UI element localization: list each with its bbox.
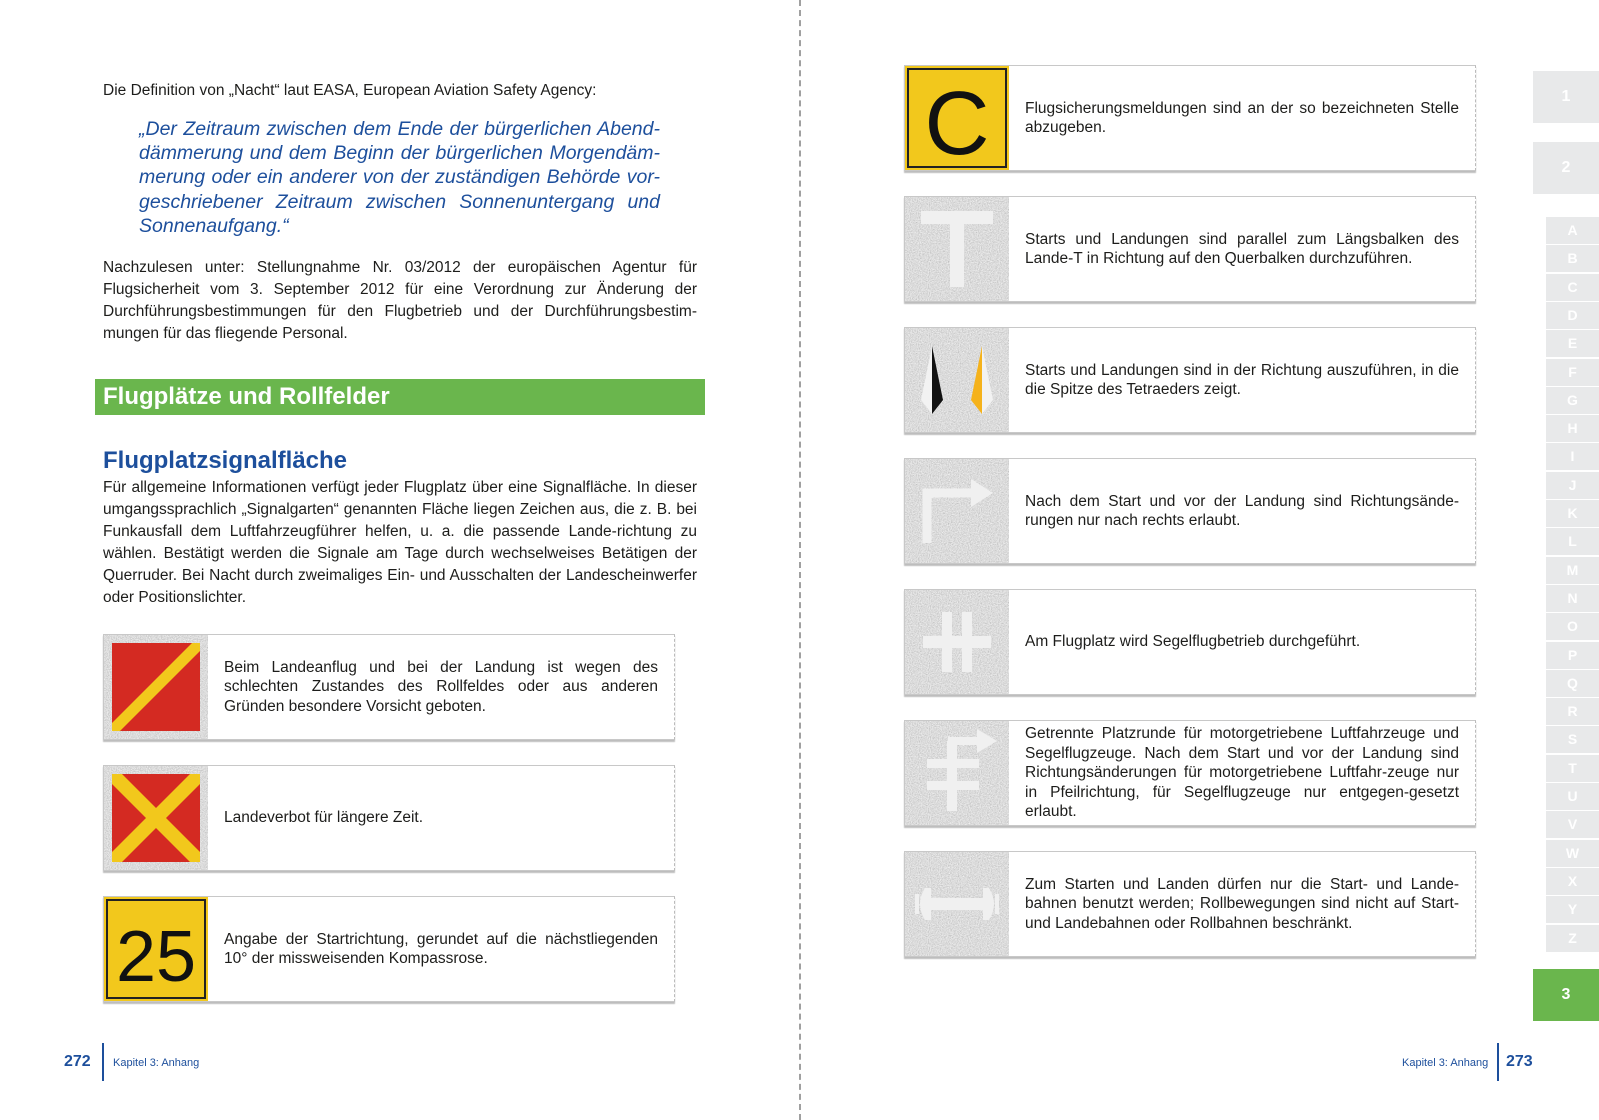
- signal-text: Flugsicherungsmeldungen sind an der so bezeichneten Stelle abzugeben.: [1025, 99, 1459, 136]
- signal-card: [904, 589, 1476, 695]
- index-tab-b[interactable]: B: [1546, 245, 1599, 272]
- signal-text: Getrennte Platzrunde für motorgetriebene Luftfahrzeuge und Segelflugzeuge. Nach dem Start und vor der Landung sind Richtungsänderungen für motorgetriebene Luftfahr-zeuge nur in Pfeilrichtung, für Segelflugzeuge nur entgegen-gesetzt erlaubt.: [1025, 725, 1459, 821]
- signal-card: [904, 196, 1476, 302]
- index-tab-w[interactable]: W: [1546, 840, 1599, 867]
- index-tab-g[interactable]: G: [1546, 387, 1599, 414]
- letter-c-icon: [905, 66, 1009, 170]
- section-title: Flugplätze und Rollfelder: [103, 383, 390, 410]
- index-tab-e[interactable]: E: [1546, 330, 1599, 357]
- index-tab-h[interactable]: H: [1546, 415, 1599, 442]
- index-tab-m[interactable]: M: [1546, 557, 1599, 584]
- index-tab-o[interactable]: O: [1546, 613, 1599, 640]
- night-definition-quote: „Der Zeitraum zwischen dem Ende der bürgerlichen Abend-dämmerung und dem Beginn der bürgerlichen Morgendäm-merung oder ein anderer von der zuständigen Behörde vor-geschriebener Zeitraum zwischen Sonnenuntergang und Sonnenaufgang.“: [139, 118, 660, 237]
- glider-cross-icon: [905, 590, 1009, 694]
- section-header: [95, 379, 705, 415]
- signal-text: Beim Landeanflug und bei der Landung ist wegen des schlechten Zustandes des Rollfeldes oder aus anderen Gründen besondere Vorsicht geboten.: [224, 658, 658, 715]
- index-tab-d[interactable]: D: [1546, 302, 1599, 329]
- index-tab-n[interactable]: N: [1546, 585, 1599, 612]
- signal-card: [103, 896, 675, 1002]
- signal-text: Angabe der Startrichtung, gerundet auf die nächstliegenden 10° der missweisenden Kompassrose.: [224, 930, 658, 967]
- index-tab-q[interactable]: Q: [1546, 670, 1599, 697]
- index-tab-y[interactable]: Y: [1546, 896, 1599, 923]
- index-tab-j[interactable]: J: [1546, 472, 1599, 499]
- footer-chapter: Kapitel 3: Anhang: [1402, 1057, 1489, 1069]
- letter-c: C: [924, 74, 990, 170]
- index-tab-k[interactable]: K: [1546, 500, 1599, 527]
- signal-card: [904, 327, 1476, 433]
- page-number: 273: [1506, 1053, 1533, 1070]
- signal-card: [904, 720, 1476, 826]
- index-tab-f[interactable]: F: [1546, 359, 1599, 386]
- red-square-yellow-diagonal-icon: [104, 635, 208, 739]
- index-tab-l[interactable]: L: [1546, 528, 1599, 555]
- index-tab-z[interactable]: Z: [1546, 925, 1599, 952]
- separate-circuit-icon: [905, 721, 1009, 825]
- signal-card: [103, 765, 675, 871]
- night-definition-intro: Die Definition von „Nacht“ laut EASA, European Aviation Safety Agency:: [103, 82, 597, 99]
- footer-divider: [102, 1043, 104, 1081]
- signal-text: Starts und Landungen sind parallel zum Längsbalken des Lande-T in Richtung auf den Querbalken durchzuführen.: [1025, 230, 1459, 267]
- index-tab-u[interactable]: U: [1546, 783, 1599, 810]
- signal-card: [103, 634, 675, 740]
- tetrahedron-icon: [905, 328, 1009, 432]
- index-tab-t[interactable]: T: [1546, 755, 1599, 782]
- signal-text: Starts und Landungen sind in der Richtung auszuführen, in die die Spitze des Tetraeders zeigt.: [1025, 361, 1459, 398]
- page-number: 272: [64, 1053, 91, 1070]
- chapter-tab-2[interactable]: 2: [1533, 142, 1599, 194]
- signal-card: [904, 851, 1476, 957]
- index-tab-s[interactable]: S: [1546, 726, 1599, 753]
- signal-text: Am Flugplatz wird Segelflugbetrieb durchgeführt.: [1025, 633, 1361, 651]
- red-square-yellow-cross-icon: [104, 766, 208, 870]
- index-tab-c[interactable]: C: [1546, 274, 1599, 301]
- index-tab-p[interactable]: P: [1546, 642, 1599, 669]
- source-reference: Nachzulesen unter: Stellungnahme Nr. 03/2012 der europäischen Agentur für Flugsicherheit vom 3. September 2012 für eine Verordnung zur Änderung der Durchführungsbestimmungen für den Flugbetrieb und der Durchführungsbestim-mungen für das fliegende Personal.: [103, 259, 697, 342]
- footer-chapter: Kapitel 3: Anhang: [113, 1057, 200, 1069]
- index-tab-a[interactable]: A: [1546, 217, 1599, 244]
- index-tab-i[interactable]: I: [1546, 443, 1599, 470]
- chapter-tab-3-active[interactable]: 3: [1533, 969, 1599, 1021]
- body-text: Für allgemeine Informationen verfügt jeder Flugplatz über eine Signalfläche. In dieser umgangssprachlich „Signalgarten“ genannten Fläche liegen Zeichen aus, die z. B. bei Funkausfall dem Luftfahrzeugführer helfen, u. a. die passende Lande-richtung zu wählen. Bestätigt werden die Signale am Tage durch wechselweises Betätigen der Querruder. Bei Nacht durch zweimaliges Ein- und Ausschalten der Landescheinwerfer oder Positionslichter.: [103, 479, 697, 606]
- chapter-tab-1[interactable]: 1: [1533, 71, 1599, 123]
- signal-text: Landeverbot für längere Zeit.: [224, 809, 424, 827]
- runway-number-25-icon: [104, 897, 208, 1001]
- signal-card: [904, 65, 1476, 171]
- runway-number: 25: [115, 917, 197, 997]
- index-tab-x[interactable]: X: [1546, 868, 1599, 895]
- right-page: [800, 0, 1599, 1120]
- signal-text: Zum Starten und Landen dürfen nur die Start- und Lande-bahnen benutzt werden; Rollbewegungen sind nicht auf Start- und Landebahnen oder Rollbahnen beschränkt.: [1025, 875, 1459, 932]
- index-tab-v[interactable]: V: [1546, 811, 1599, 838]
- signal-card: [904, 458, 1476, 564]
- index-tab-r[interactable]: R: [1546, 698, 1599, 725]
- landing-t-icon: [905, 197, 1009, 301]
- right-turn-arrow-icon: [905, 459, 1009, 563]
- footer-divider: [1497, 1043, 1499, 1081]
- dumbbell-icon: [905, 852, 1009, 956]
- signal-text: Nach dem Start und vor der Landung sind Richtungsände-rungen nur nach rechts erlaubt.: [1025, 492, 1459, 529]
- subheading: Flugplatzsignalfläche: [103, 447, 348, 474]
